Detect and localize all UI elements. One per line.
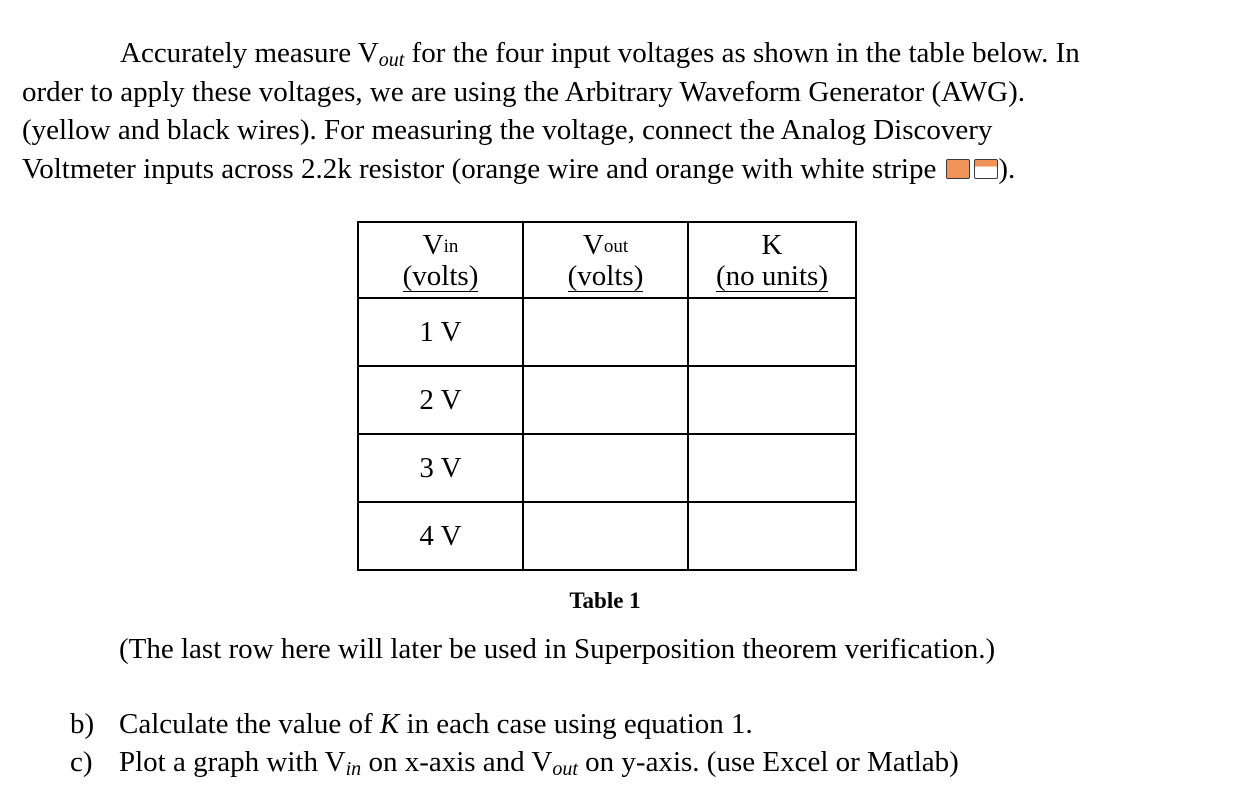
list-item-c: c) Plot a graph with $V_{in}$ on x-axis and $V_{out}$ on y-axis. (use Excel or Matlab) [70,743,959,781]
cell-vin: 1 V [358,298,523,366]
measurement-table [357,221,857,571]
cell-vout[interactable] [523,366,688,434]
header-k: K (no units) [688,222,856,298]
cell-k[interactable] [688,434,856,502]
cell-k[interactable] [688,298,856,366]
list-item-b: b) Calculate the value of K in each case using equation 1. [70,705,959,743]
table-row [358,366,856,434]
orange-white-stripe-swatch-icon [974,159,998,179]
cell-k[interactable] [688,366,856,434]
subscript-out: out [378,49,405,71]
cell-vout[interactable] [523,502,688,570]
cell-vout[interactable] [523,298,688,366]
superposition-note: (The last row here will later be used in Superposition theorem verification.) [119,633,996,665]
orange-wire-swatch-icon [946,159,970,179]
paragraph-line-3: (yellow and black wires). For measuring the voltage, connect the Analog Discovery [22,114,993,146]
paragraph-line-1: Accurately measure $V_{out}$ for the four input voltages as shown in the table below. In [120,37,1080,71]
task-list [70,705,959,781]
paragraph-line-4: Voltmeter inputs across 2.2k resistor (orange wire and orange with white stripe ). [22,152,1016,185]
header-vin: $V_{in}$ (volts) [358,222,523,298]
table-row [358,502,856,570]
cell-vin: 3 V [358,434,523,502]
cell-vout[interactable] [523,434,688,502]
cell-k[interactable] [688,502,856,570]
table-caption: Table 1 [569,588,641,613]
list-marker: b) [70,708,95,740]
table-row [358,298,856,366]
cell-vin: 2 V [358,366,523,434]
instruction-paragraph [22,34,1227,188]
table-header-row [358,222,856,298]
header-vout: $V_{out}$ (volts) [523,222,688,298]
table-row [358,434,856,502]
list-marker: c) [70,746,93,778]
paragraph-line-2: order to apply these voltages, we are using the Arbitrary Waveform Generator (AWG). [22,75,1026,108]
cell-vin: 4 V [358,502,523,570]
